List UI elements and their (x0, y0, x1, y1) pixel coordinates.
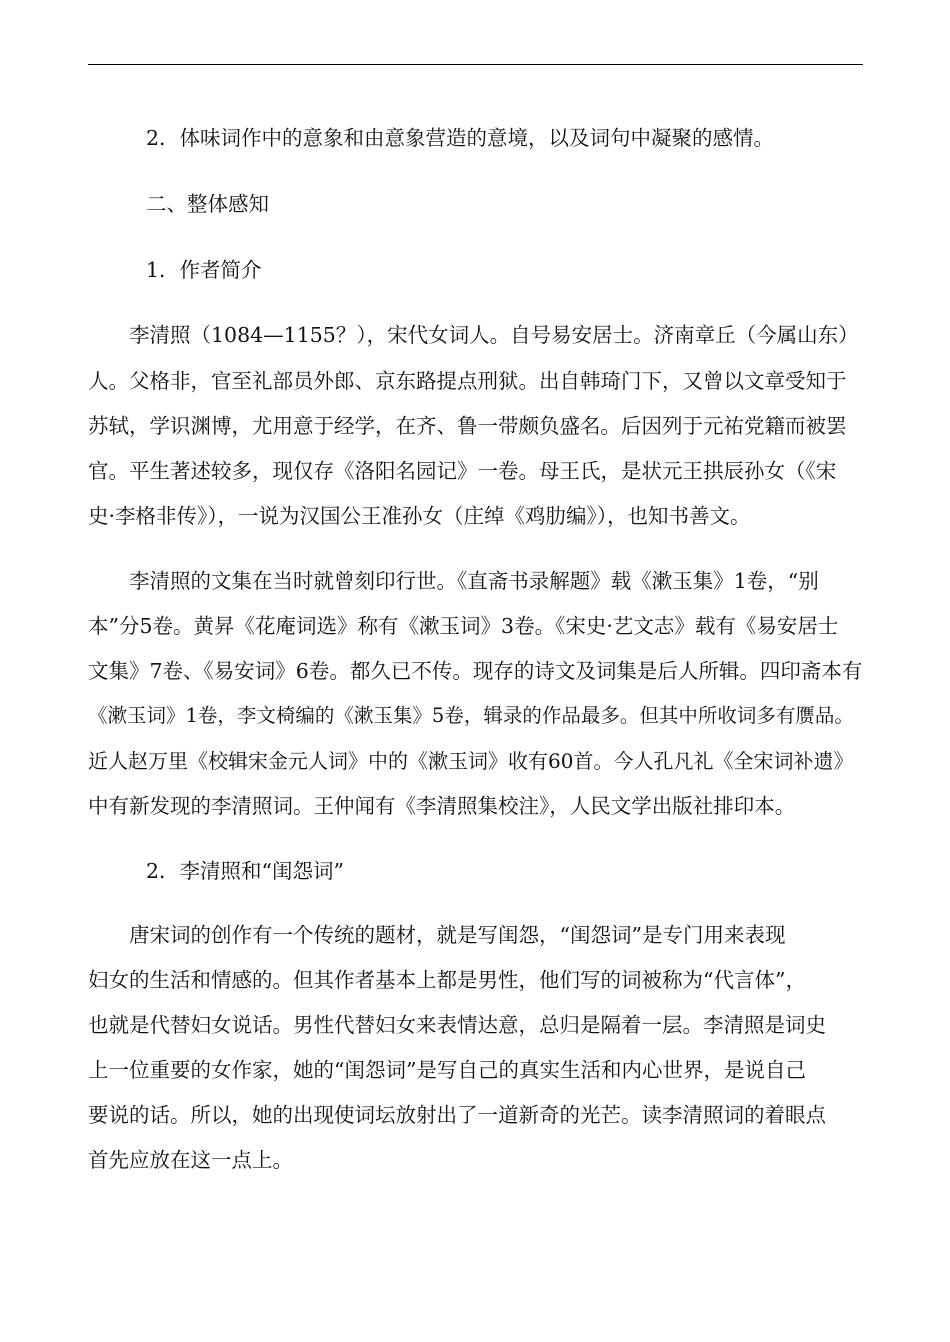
paragraph-line: 唐宋词的创作有一个传统的题材，就是写闺怨，“闺怨词”是专门用来表现 (88, 923, 786, 947)
paragraph-line: 李清照（1084—1155？），宋代女词人。自号易安居士。济南章丘（今属山东） (88, 323, 859, 347)
subsection-heading-guiyuan: 2．李清照和“闺怨词” (146, 859, 345, 883)
subsection-heading-author: 1．作者简介 (146, 258, 262, 282)
paragraph-line: 本”分5卷。黄昇《花庵词选》称有《漱玉词》3卷。《宋史·艺文志》载有《易安居士 (88, 614, 839, 638)
paragraph-line: 也就是代替妇女说话。男性代替妇女来表情达意，总归是隔着一层。李清照是词史 (88, 1013, 826, 1037)
paragraph-line: 官。平生著述较多，现仅存《洛阳名园记》一卷。母王氏，是状元王拱辰孙女（《宋 (88, 459, 837, 483)
paragraph-line: 文集》7卷、《易安词》6卷。都久已不传。现存的诗文及词集是后人所辑。四印斋本有 (88, 659, 863, 683)
paragraph-line: 近人赵万里《校辑宋金元人词》中的《漱玉词》收有60首。今人孔凡礼《全宋词补遗》 (88, 749, 854, 773)
objective-item-2: 2．体味词作中的意象和由意象营造的意境，以及词句中凝聚的感情。 (146, 126, 775, 150)
paragraph-line: 苏轼，学识渊博，尤用意于经学，在齐、鲁一带颇负盛名。后因列于元祐党籍而被罢 (88, 414, 847, 438)
paragraph-line: 要说的话。所以，她的出现使词坛放射出了一道新奇的光芒。读李清照词的着眼点 (88, 1103, 826, 1127)
section-heading: 二、整体感知 (146, 192, 269, 216)
header-rule (88, 64, 863, 65)
paragraph-line: 李清照的文集在当时就曾刻印行世。《直斋书录解题》载《漱玉集》1卷，“别 (88, 569, 819, 593)
paragraph-line: 中有新发现的李清照词。王仲闻有《李清照集校注》，人民文学出版社排印本。 (88, 794, 796, 818)
paragraph-line: 首先应放在这一点上。 (88, 1148, 293, 1172)
paragraph-line: 妇女的生活和情感的。但其作者基本上都是男性，他们写的词被称为“代言体”， (88, 968, 806, 992)
paragraph-line: 人。父格非，官至礼部员外郎、京东路提点刑狱。出自韩琦门下，又曾以文章受知于 (88, 369, 847, 393)
paragraph-line: 上一位重要的女作家，她的“闺怨词”是写自己的真实生活和内心世界，是说自己 (88, 1058, 806, 1082)
paragraph-line: 史·李格非传》），一说为汉国公王准孙女（庄绰《鸡肋编》），也知书善文。 (88, 504, 751, 528)
paragraph-line: 《漱玉词》1卷，李文椅编的《漱玉集》5卷，辑录的作品最多。但其中所收词多有赝品。 (88, 704, 854, 727)
